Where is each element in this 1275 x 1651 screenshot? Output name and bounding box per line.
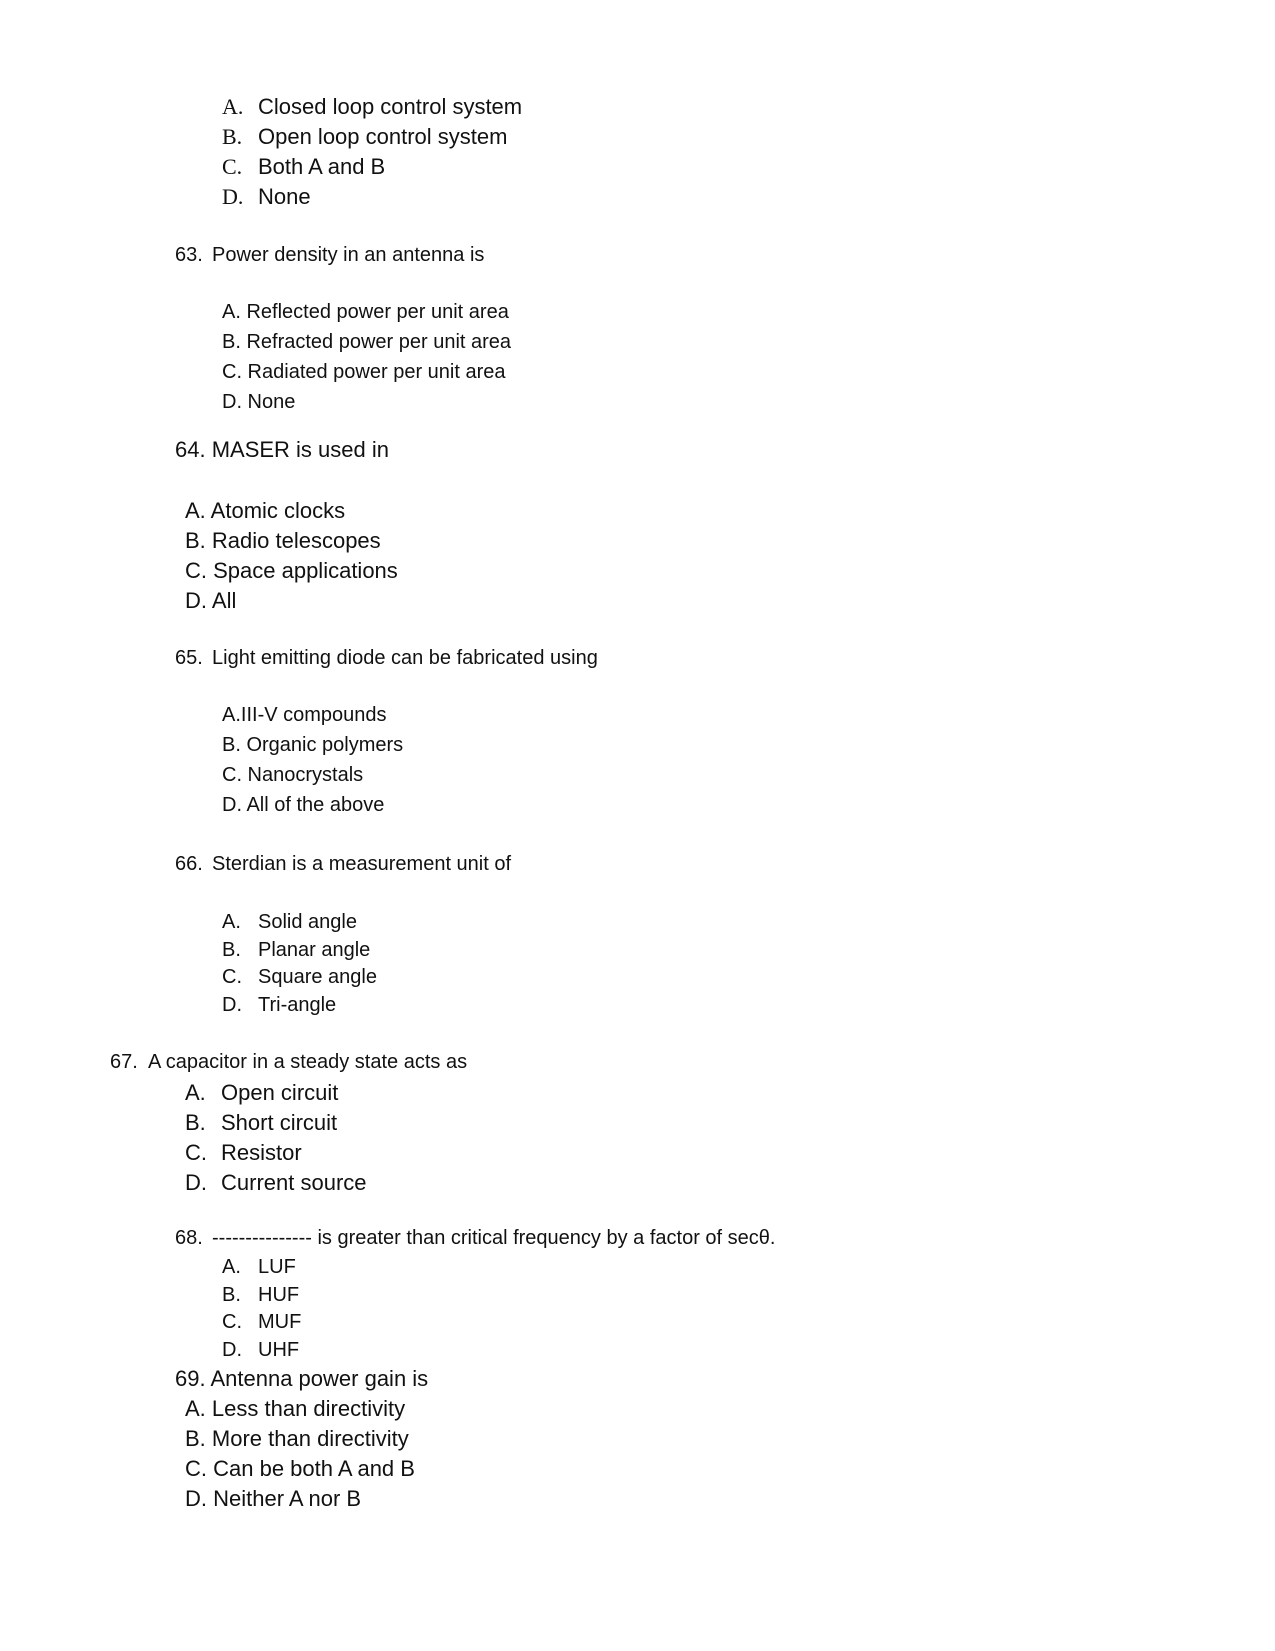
question-number: 65. xyxy=(175,647,203,669)
option-text: C. Radiated power per unit area xyxy=(222,361,506,383)
option-text: B. Radio telescopes xyxy=(185,528,381,553)
option-letter: A. xyxy=(185,1080,206,1105)
question-text: 64. MASER is used in xyxy=(175,437,389,462)
option-text: Both A and B xyxy=(258,154,386,179)
option-letter: B. xyxy=(222,1284,241,1306)
option-letter: B. xyxy=(185,1110,206,1135)
question-number: 68. xyxy=(175,1227,203,1249)
question-text: Power density in an antenna is xyxy=(212,244,485,266)
option-text: A. Reflected power per unit area xyxy=(222,301,509,323)
question-text: 69. Antenna power gain is xyxy=(175,1366,429,1391)
option-text: Closed loop control system xyxy=(258,94,523,119)
option-letter: D. xyxy=(222,994,242,1016)
option-text: A.III-V compounds xyxy=(222,704,387,726)
question-number: 66. xyxy=(175,853,203,875)
option-text: B. More than directivity xyxy=(185,1426,409,1451)
question-number: 67. xyxy=(110,1051,138,1073)
option-text: UHF xyxy=(258,1339,300,1361)
option-letter: B. xyxy=(222,939,241,961)
option-letter: A. xyxy=(222,94,244,119)
option-text: D. All xyxy=(185,588,237,613)
option-text: Planar angle xyxy=(258,939,371,961)
option-text: A. Atomic clocks xyxy=(185,498,346,523)
question-number: 63. xyxy=(175,244,203,266)
option-letter: C. xyxy=(222,154,243,179)
option-letter: D. xyxy=(222,1339,242,1361)
option-letter: C. xyxy=(222,966,242,988)
option-text: Open circuit xyxy=(221,1080,339,1105)
option-text: None xyxy=(258,184,311,209)
option-text: D. All of the above xyxy=(222,794,385,816)
option-text: Solid angle xyxy=(258,911,357,933)
option-text: LUF xyxy=(258,1256,296,1278)
option-text: D. Neither A nor B xyxy=(185,1486,362,1511)
option-letter: A. xyxy=(222,911,241,933)
option-text: A. Less than directivity xyxy=(185,1396,406,1421)
option-text: B. Refracted power per unit area xyxy=(222,331,512,353)
option-text: Square angle xyxy=(258,966,377,988)
option-text: HUF xyxy=(258,1284,300,1306)
question-text: Light emitting diode can be fabricated using xyxy=(212,647,598,669)
option-text: C. Space applications xyxy=(185,558,398,583)
option-letter: C. xyxy=(222,1311,242,1333)
question-text: Sterdian is a measurement unit of xyxy=(212,853,512,875)
option-text: C. Nanocrystals xyxy=(222,764,364,786)
option-letter: A. xyxy=(222,1256,241,1278)
question-text: A capacitor in a steady state acts as xyxy=(148,1051,468,1073)
option-text: Resistor xyxy=(221,1140,302,1165)
option-text: Tri-angle xyxy=(258,994,337,1016)
option-letter: C. xyxy=(185,1140,207,1165)
option-text: Open loop control system xyxy=(258,124,508,149)
question-text: --------------- is greater than critical frequency by a factor of secθ. xyxy=(212,1227,776,1249)
option-letter: D. xyxy=(222,184,244,209)
option-letter: B. xyxy=(222,124,243,149)
option-text: MUF xyxy=(258,1311,302,1333)
option-letter: D. xyxy=(185,1170,207,1195)
option-text: B. Organic polymers xyxy=(222,734,404,756)
option-text: Short circuit xyxy=(221,1110,338,1135)
option-text: C. Can be both A and B xyxy=(185,1456,415,1481)
option-text: Current source xyxy=(221,1170,367,1195)
option-text: D. None xyxy=(222,391,296,413)
